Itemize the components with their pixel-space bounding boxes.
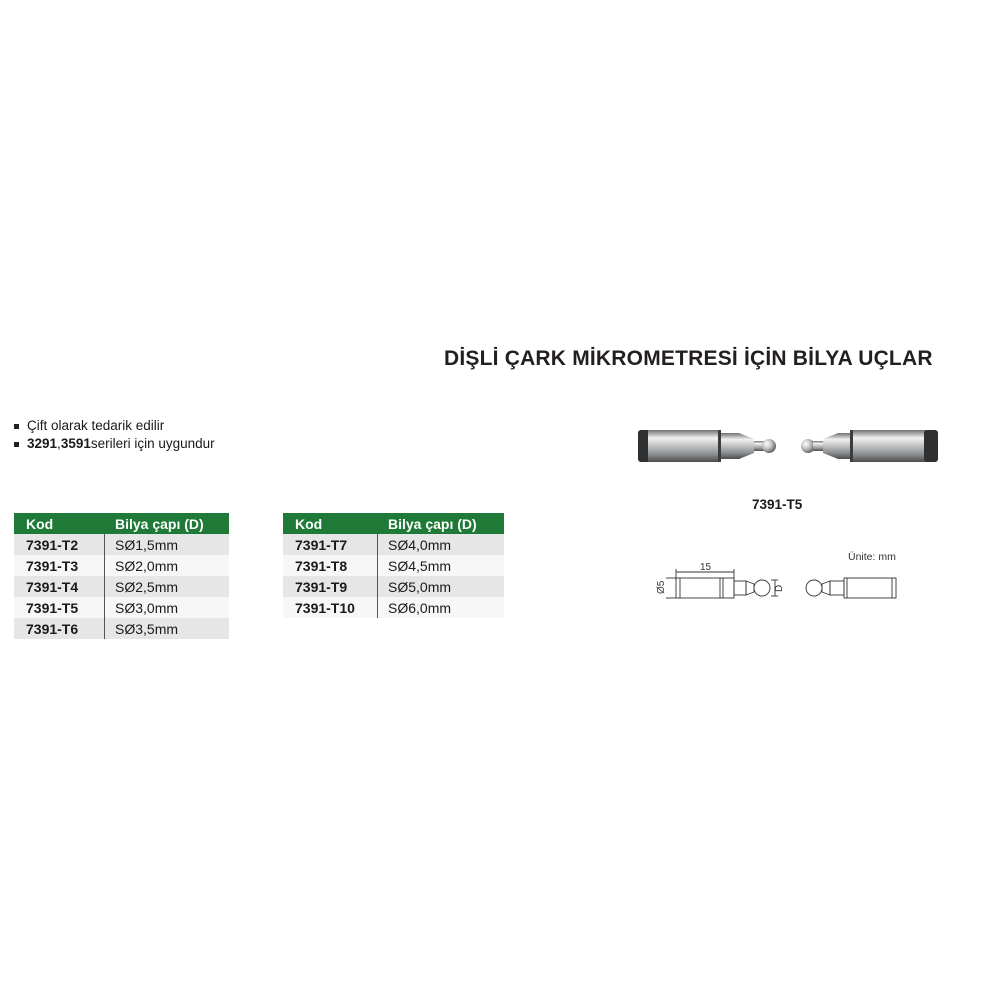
diameter-cell: SØ3,0mm <box>105 597 230 618</box>
table-row <box>283 555 504 576</box>
diameter-cell: SØ2,0mm <box>105 555 230 576</box>
table-row <box>14 618 229 639</box>
diameter-cell: SØ2,5mm <box>105 576 230 597</box>
column-header-code: Kod <box>14 513 105 534</box>
table-row <box>14 534 229 555</box>
diameter-cell: SØ4,0mm <box>378 534 505 555</box>
table-header-row <box>14 513 229 534</box>
table-row <box>14 597 229 618</box>
length-dimension-label: 15 <box>700 562 712 573</box>
series-code: 3291 <box>27 436 58 451</box>
table-row <box>14 555 229 576</box>
code-cell: 7391-T3 <box>14 555 105 576</box>
code-cell: 7391-T2 <box>14 534 105 555</box>
right-ball-tip <box>801 430 938 462</box>
code-cell: 7391-T6 <box>14 618 105 639</box>
code-cell: 7391-T5 <box>14 597 105 618</box>
feature-item <box>14 417 215 435</box>
feature-text: serileri için uygundur <box>90 436 215 451</box>
code-cell: 7391-T4 <box>14 576 105 597</box>
spec-table-left <box>14 513 229 639</box>
left-ball-tip <box>638 430 776 462</box>
code-cell: 7391-T8 <box>283 555 378 576</box>
diameter-cell: SØ3,5mm <box>105 618 230 639</box>
ball-tip-pair-photo <box>636 424 940 468</box>
bullet-square-icon <box>14 442 19 447</box>
table-row <box>283 534 504 555</box>
diameter-cell: SØ5,0mm <box>378 576 505 597</box>
code-cell: 7391-T10 <box>283 597 378 618</box>
table-header-row <box>283 513 504 534</box>
feature-text: Çift olarak tedarik edilir <box>27 418 165 433</box>
technical-drawing <box>654 560 904 610</box>
ball-diameter-label: D <box>774 584 785 592</box>
separator: , <box>57 436 61 451</box>
feature-item <box>14 435 215 453</box>
photo-caption: 7391-T5 <box>752 497 803 512</box>
diameter-cell: SØ6,0mm <box>378 597 505 618</box>
series-code: 3591 <box>60 436 91 451</box>
bullet-square-icon <box>14 424 19 429</box>
diameter-cell: SØ4,5mm <box>378 555 505 576</box>
table-row <box>283 576 504 597</box>
unit-label: Ünite: mm <box>848 551 896 563</box>
column-header-ball-diameter: Bilya çapı (D) <box>378 513 505 534</box>
column-header-code: Kod <box>283 513 378 534</box>
code-cell: 7391-T9 <box>283 576 378 597</box>
spec-table-right <box>283 513 504 618</box>
feature-list <box>14 417 215 453</box>
diameter-cell: SØ1,5mm <box>105 534 230 555</box>
code-cell: 7391-T7 <box>283 534 378 555</box>
column-header-ball-diameter: Bilya çapı (D) <box>105 513 230 534</box>
table-row <box>14 576 229 597</box>
table-row <box>283 597 504 618</box>
page-title: DİŞLİ ÇARK MİKROMETRESİ İÇİN BİLYA UÇLAR <box>444 347 933 370</box>
diameter-dimension-label: Ø5 <box>656 580 667 594</box>
